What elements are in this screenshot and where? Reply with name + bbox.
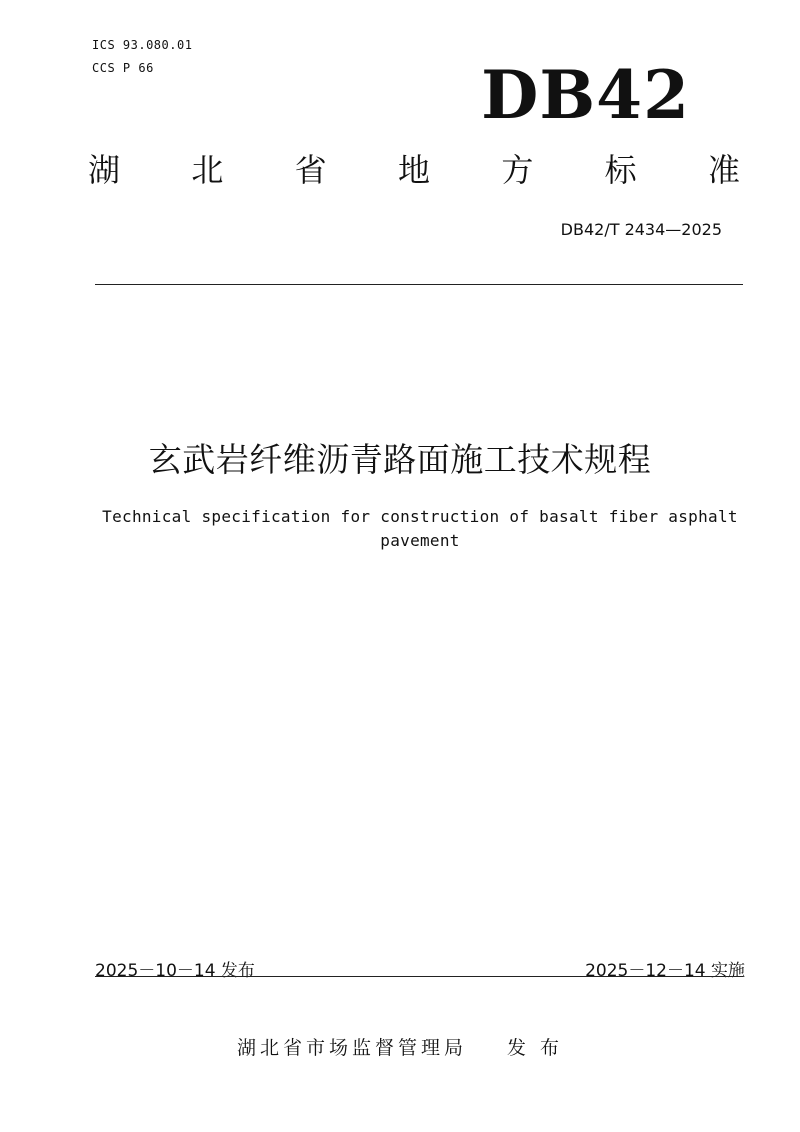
standard-type-heading: [88, 153, 740, 188]
standard-number: DB42/T 2434—2025: [560, 220, 722, 239]
publisher-name: 湖北省市场监督管理局: [236, 1037, 467, 1059]
standard-logo: DB42: [481, 56, 690, 134]
publisher-action: 发 布: [506, 1037, 564, 1059]
ccs-code: CCS P 66: [92, 61, 154, 75]
standard-type-char: 地: [397, 151, 430, 189]
implementation-date: 2025－12－14 实施: [585, 961, 745, 981]
standard-type-char: 湖: [88, 151, 121, 189]
ics-code: ICS 93.080.01: [92, 38, 193, 52]
standard-type-char: 省: [294, 151, 327, 189]
standard-type-char: 标: [604, 151, 637, 189]
document-title-en: Technical specification for construction of basalt fiber asphalt pavement: [102, 507, 738, 550]
issue-date: 2025－10－14 发布: [95, 961, 255, 981]
standard-type-char: 方: [501, 151, 534, 189]
standard-type-char: 北: [191, 151, 224, 189]
header-divider: [95, 284, 743, 285]
standard-type-char: 准: [707, 151, 740, 189]
document-title-cn: 玄武岩纤维沥青路面施工技术规程: [148, 440, 652, 479]
footer-divider: [95, 976, 743, 977]
publisher-line: [0, 1033, 800, 1060]
